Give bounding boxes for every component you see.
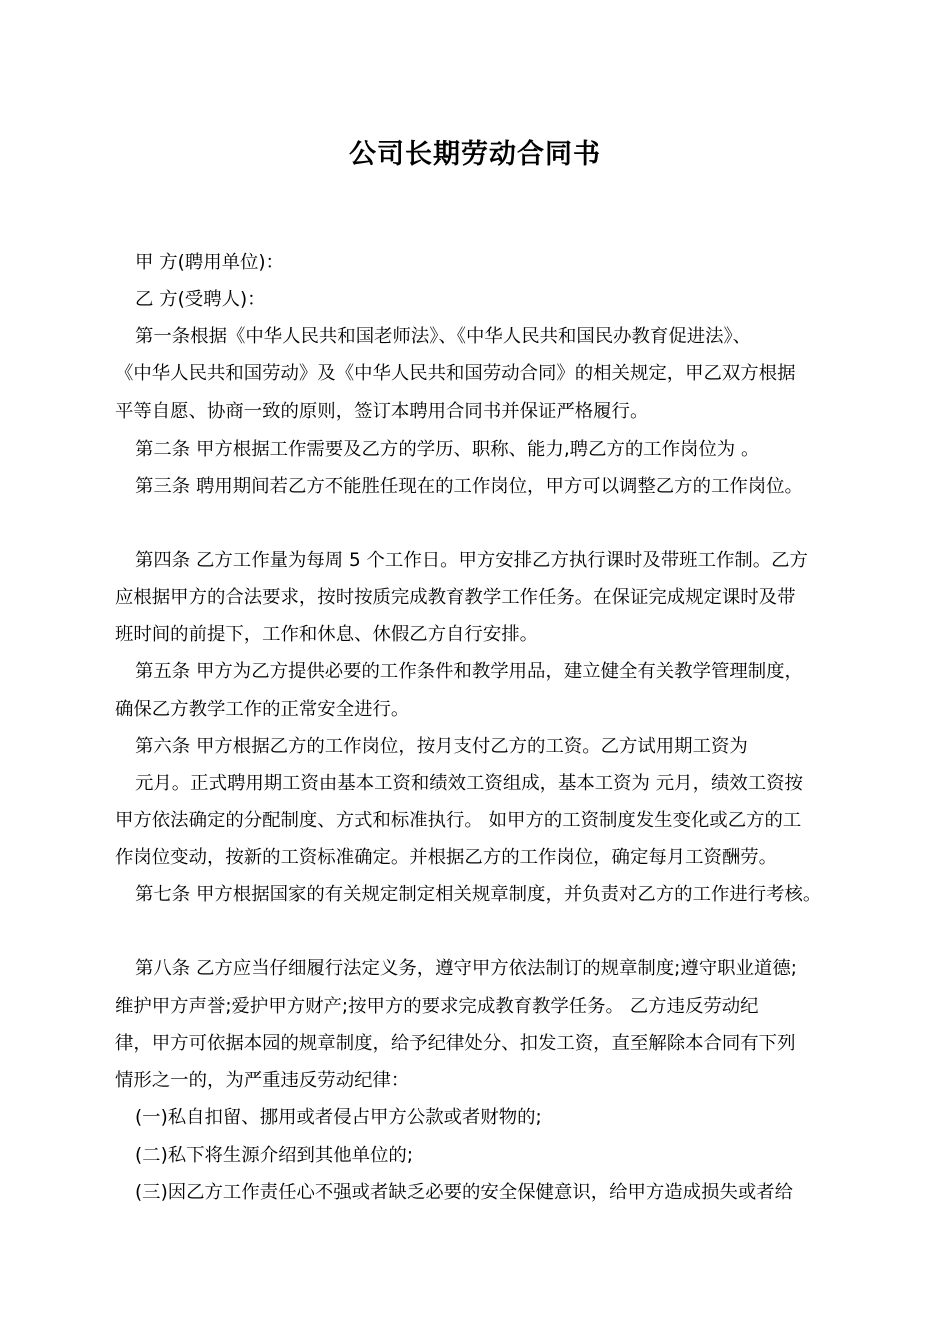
party-a-line: 甲 方(聘用单位)： — [135, 252, 284, 273]
article-8-line-3: 律，甲方可依据本园的规章制度，给予纪律处分、扣发工资，直至解除本合同有下列 — [115, 1033, 796, 1054]
article-1-line-3: 平等自愿、协商一致的原则，签订本聘用合同书并保证严格履行。 — [115, 401, 649, 422]
article-6-line-3: 甲方依法确定的分配制度、方式和标准执行。 如甲方的工资制度发生变化或乙方的工 — [115, 810, 802, 831]
article-6-line-2: 元月。正式聘用期工资由基本工资和绩效工资组成，基本工资为 元月，绩效工资按 — [135, 773, 803, 794]
party-b-line: 乙 方(受聘人)： — [135, 289, 266, 310]
article-4-line-2: 应根据甲方的合法要求，按时按质完成教育教学工作任务。在保证完成规定课时及带 — [115, 587, 796, 608]
document-title: 公司长期劳动合同书 — [349, 139, 601, 170]
article-5-line-2: 确保乙方教学工作的正常安全进行。 — [115, 699, 410, 720]
article-4-line-1: 第四条 乙方工作量为每周 5 个工作日。甲方安排乙方执行课时及带班工作制。乙方 — [135, 550, 808, 571]
article-5-line-1: 第五条 甲方为乙方提供必要的工作条件和教学用品，建立健全有关教学管理制度， — [135, 661, 803, 682]
article-8-line-1: 第八条 乙方应当仔细履行法定义务，遵守甲方依法制订的规章制度;遵守职业道德; — [135, 958, 797, 979]
article-1-line-1: 第一条根据《中华人民共和国老师法》、《中华人民共和国民办教育促进法》、 — [135, 326, 752, 347]
article-6-line-1: 第六条 甲方根据乙方的工作岗位，按月支付乙方的工资。乙方试用期工资为 — [135, 736, 748, 757]
article-8-line-4: 情形之一的，为严重违反劳动纪律： — [115, 1070, 410, 1091]
article-6-line-4: 作岗位变动，按新的工资标准确定。并根据乙方的工作岗位，确定每月工资酬劳。 — [115, 847, 778, 868]
article-8-line-2: 维护甲方声誉;爱护甲方财产;按甲方的要求完成教育教学任务。 乙方违反劳动纪 — [115, 996, 759, 1017]
article-2-line-1: 第二条 甲方根据工作需要及乙方的学历、职称、能力,聘乙方的工作岗位为 。 — [135, 439, 760, 460]
list-item-1: (一)私自扣留、挪用或者侵占甲方公款或者财物的; — [135, 1107, 542, 1128]
article-4-line-3: 班时间的前提下，工作和休息、休假乙方自行安排。 — [115, 624, 538, 645]
list-item-2: (二)私下将生源介绍到其他单位的; — [135, 1145, 414, 1166]
article-3-line-1: 第三条 聘用期间若乙方不能胜任现在的工作岗位，甲方可以调整乙方的工作岗位。 — [135, 476, 803, 497]
list-item-3: (三)因乙方工作责任心不强或者缺乏必要的安全保健意识，给甲方造成损失或者给 — [135, 1182, 794, 1203]
article-7-line-1: 第七条 甲方根据国家的有关规定制定相关规章制度，并负责对乙方的工作进行考核。 — [135, 884, 822, 905]
article-1-line-2: 《中华人民共和国劳动》及《中华人民共和国劳动合同》的相关规定，甲乙双方根据 — [115, 363, 796, 384]
